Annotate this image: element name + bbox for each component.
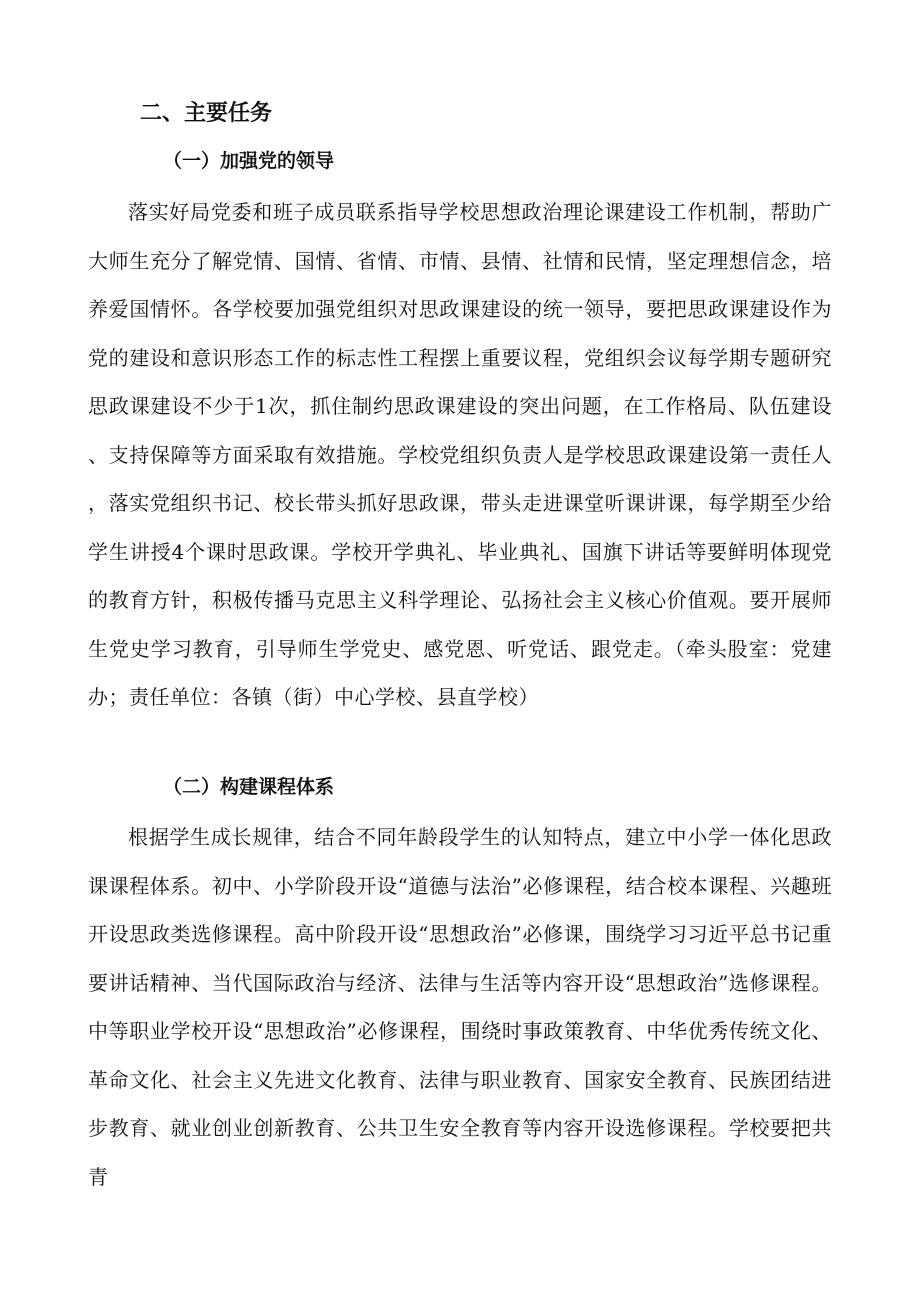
subsection-paragraph-1: 落实好局党委和班子成员联系指导学校思想政治理论课建设工作机制，帮助广大师生充分了解党情、国情、省情、市情、县情、社情和民情，坚定理想信念，培养爱国情怀。各学校要加强党组织对思政课建设的统一领导，要把思政课建设作为党的建设和意识形态工作的标志性工程摆上重要议程，党组织会议每学期专题研究思政课建设不少于1次，抓住制约思政课建设的突出问题，在工作格局、队伍建设、支持保障等方面采取有效措施。学校党组织负责人是学校思政课建设第一责任人，落实党组织书记、校长带头抓好思政课，带头走进课堂听课讲课，每学期至少给学生讲授4个课时思政课。学校开学典礼、毕业典礼、国旗下讲话等要鲜明体现党的教育方针，积极传播马克思主义科学理论、弘扬社会主义核心价值观。要开展师生党史学习教育，引导师生学党史、感党恩、听党话、跟党走。（牵头股室：党建办；责任单位：各镇（街）中心学校、县直学校） (88, 200, 832, 709)
subsection-title-1: （一）加强党的领导 (163, 150, 335, 172)
section-heading: 二、主要任务 (140, 101, 273, 126)
subsection-paragraph-2: 根据学生成长规律，结合不同年龄段学生的认知特点，建立中小学一体化思政课课程体系。初中、小学阶段开设“道德与法治”必修课程，结合校本课程、兴趣班开设思政类选修课程。高中阶段开设“思想政治”必修课，围绕学习习近平总书记重要讲话精神、当代国际政治与经济、法律与生活等内容开设“思想政治”选修课程。中等职业学校开设“思想政治”必修课程，围绕时事政策教育、中华优秀传统文化、革命文化、社会主义先进文化教育、法律与职业教育、国家安全教育、民族团结进步教育、就业创业创新教育、公共卫生安全教育等内容开设选修课程。学校要把共青 (88, 825, 832, 1189)
subsection-title-2: （二）构建课程体系 (163, 776, 335, 798)
